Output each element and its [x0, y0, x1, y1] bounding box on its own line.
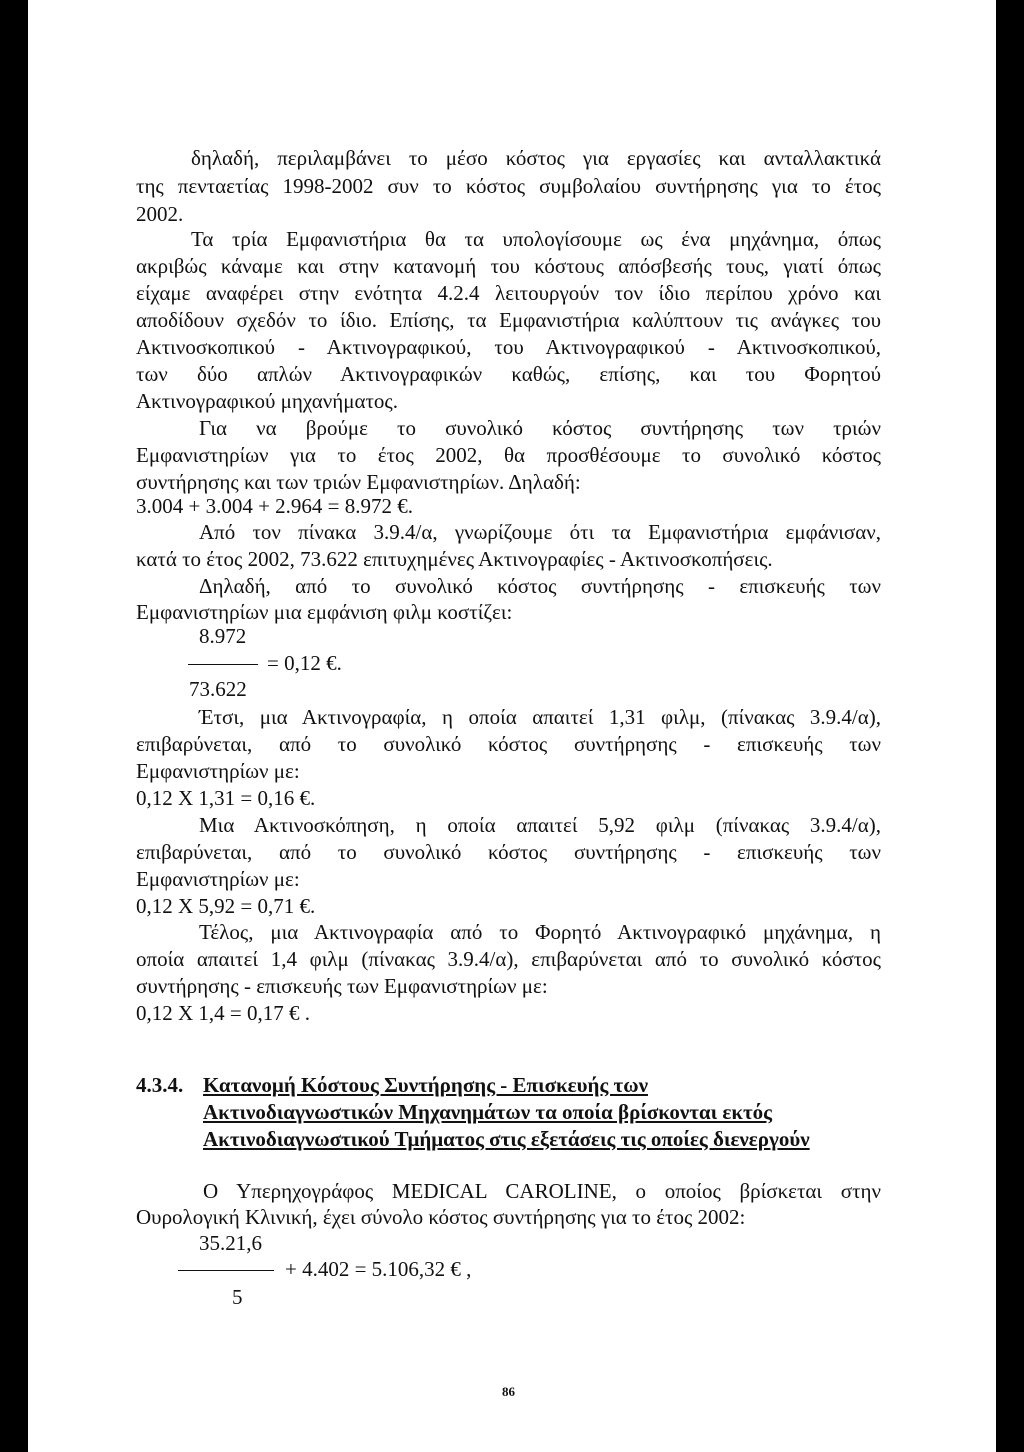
text-line: της πενταετίας 1998-2002 συν το κόστος συμβολαίου συντήρησης για το έτος — [136, 174, 881, 198]
text-line: δηλαδή, περιλαμβάνει το μέσο κόστος για εργασίες και ανταλλακτικά — [191, 146, 881, 170]
fraction-result: = 0,12 €. — [267, 651, 342, 675]
text-line: 0,12 Χ 1,4 = 0,17 € . — [136, 1001, 311, 1025]
text-line: Ουρολογική Κλινική, έχει σύνολο κόστος συντήρησης για το έτος 2002: — [136, 1205, 746, 1229]
text-line: των δύο απλών Ακτινογραφικών καθώς, επίσης, και του Φορητού — [136, 362, 881, 386]
fraction-denominator: 73.622 — [189, 677, 247, 701]
text-line: 0,12 Χ 1,31 = 0,16 €. — [136, 786, 316, 810]
text-line: Ακτινογραφικού μηχανήματος. — [136, 389, 398, 413]
text-line: επιβαρύνεται, από το συνολικό κόστος συντήρησης - επισκευής των — [136, 840, 881, 864]
text-line: κατά το έτος 2002, 73.622 επιτυχημένες Ακτινογραφίες - Ακτινοσκοπήσεις. — [136, 547, 773, 571]
text-line: ακριβώς κάναμε και στην κατανομή του κόστους απόσβεσής τους, γιατί όπως — [136, 254, 881, 278]
fraction-numerator: 8.972 — [199, 624, 247, 648]
text-line: Εμφανιστηρίων με: — [136, 867, 300, 891]
fraction-bar — [188, 664, 258, 665]
fraction-result: + 4.402 = 5.106,32 € , — [285, 1257, 472, 1281]
section-title: Ακτινοδιαγνωστικού Τμήματος στις εξετάσεις τις οποίες διενεργούν — [203, 1127, 810, 1151]
section-title: Ακτινοδιαγνωστικών Μηχανημάτων τα οποία βρίσκονται εκτός — [203, 1100, 773, 1124]
text-line: επιβαρύνεται, από το συνολικό κόστος συντήρησης - επισκευής των — [136, 732, 881, 756]
text-line: 3.004 + 3.004 + 2.964 = 8.972 €. — [136, 494, 414, 518]
text-line: Τα τρία Εμφανιστήρια θα τα υπολογίσουμε ως ένα μηχάνημα, όπως — [191, 227, 881, 251]
text-line: Έτσι, μια Ακτινογραφία, η οποία απαιτεί 1,31 φιλμ, (πίνακας 3.9.4/α), — [199, 705, 881, 729]
text-line: είχαμε αναφέρει στην ενότητα 4.2.4 λειτουργούν τον ίδιο περίπου χρόνο και — [136, 281, 881, 305]
text-line: συντήρησης - επισκευής των Εμφανιστηρίων με: — [136, 974, 548, 998]
section-title: Κατανομή Κόστους Συντήρησης - Επισκευής των — [203, 1073, 648, 1097]
text-line: Ο Υπερηχογράφος MEDICAL CAROLINE, ο οποίος βρίσκεται στην — [203, 1179, 881, 1203]
text-line: αποδίδουν σχεδόν το ίδιο. Επίσης, τα Εμφανιστήρια καλύπτουν τις ανάγκες του — [136, 308, 881, 332]
page-number: 86 — [502, 1384, 515, 1399]
text-line: Εμφανιστηρίων με: — [136, 759, 300, 783]
text-line: συντήρησης και των τριών Εμφανιστηρίων. Δηλαδή: — [136, 470, 581, 494]
text-line: Δηλαδή, από το συνολικό κόστος συντήρησης - επισκευής των — [199, 574, 881, 598]
text-line: Από τον πίνακα 3.9.4/α, γνωρίζουμε ότι τα Εμφανιστήρια εμφάνισαν, — [199, 520, 881, 544]
text-line: Εμφανιστηρίων για το έτος 2002, θα προσθέσουμε το συνολικό κόστος — [136, 443, 881, 467]
text-line: 0,12 Χ 5,92 = 0,71 €. — [136, 894, 316, 918]
text-line: 2002. — [136, 202, 184, 226]
section-number: 4.3.4. — [136, 1073, 184, 1097]
text-line: οποία απαιτεί 1,4 φιλμ (πίνακας 3.9.4/α), επιβαρύνεται από το συνολικό κόστος — [136, 947, 881, 971]
text-line: Για να βρούμε το συνολικό κόστος συντήρησης των τριών — [199, 416, 881, 440]
text-line: Εμφανιστηρίων μια εμφάνιση φιλμ κοστίζει: — [136, 600, 513, 624]
text-line: Μια Ακτινοσκόπηση, η οποία απαιτεί 5,92 φιλμ (πίνακας 3.9.4/α), — [199, 813, 881, 837]
text-line: Τέλος, μια Ακτινογραφία από το Φορητό Ακτινογραφικό μηχάνημα, η — [199, 920, 881, 944]
text-line: Ακτινοσκοπικού - Ακτινογραφικού, του Ακτινογραφικού - Ακτινοσκοπικού, — [136, 335, 881, 359]
fraction-numerator: 35.21,6 — [199, 1231, 262, 1255]
fraction-bar — [178, 1270, 274, 1271]
fraction-denominator: 5 — [232, 1285, 243, 1309]
